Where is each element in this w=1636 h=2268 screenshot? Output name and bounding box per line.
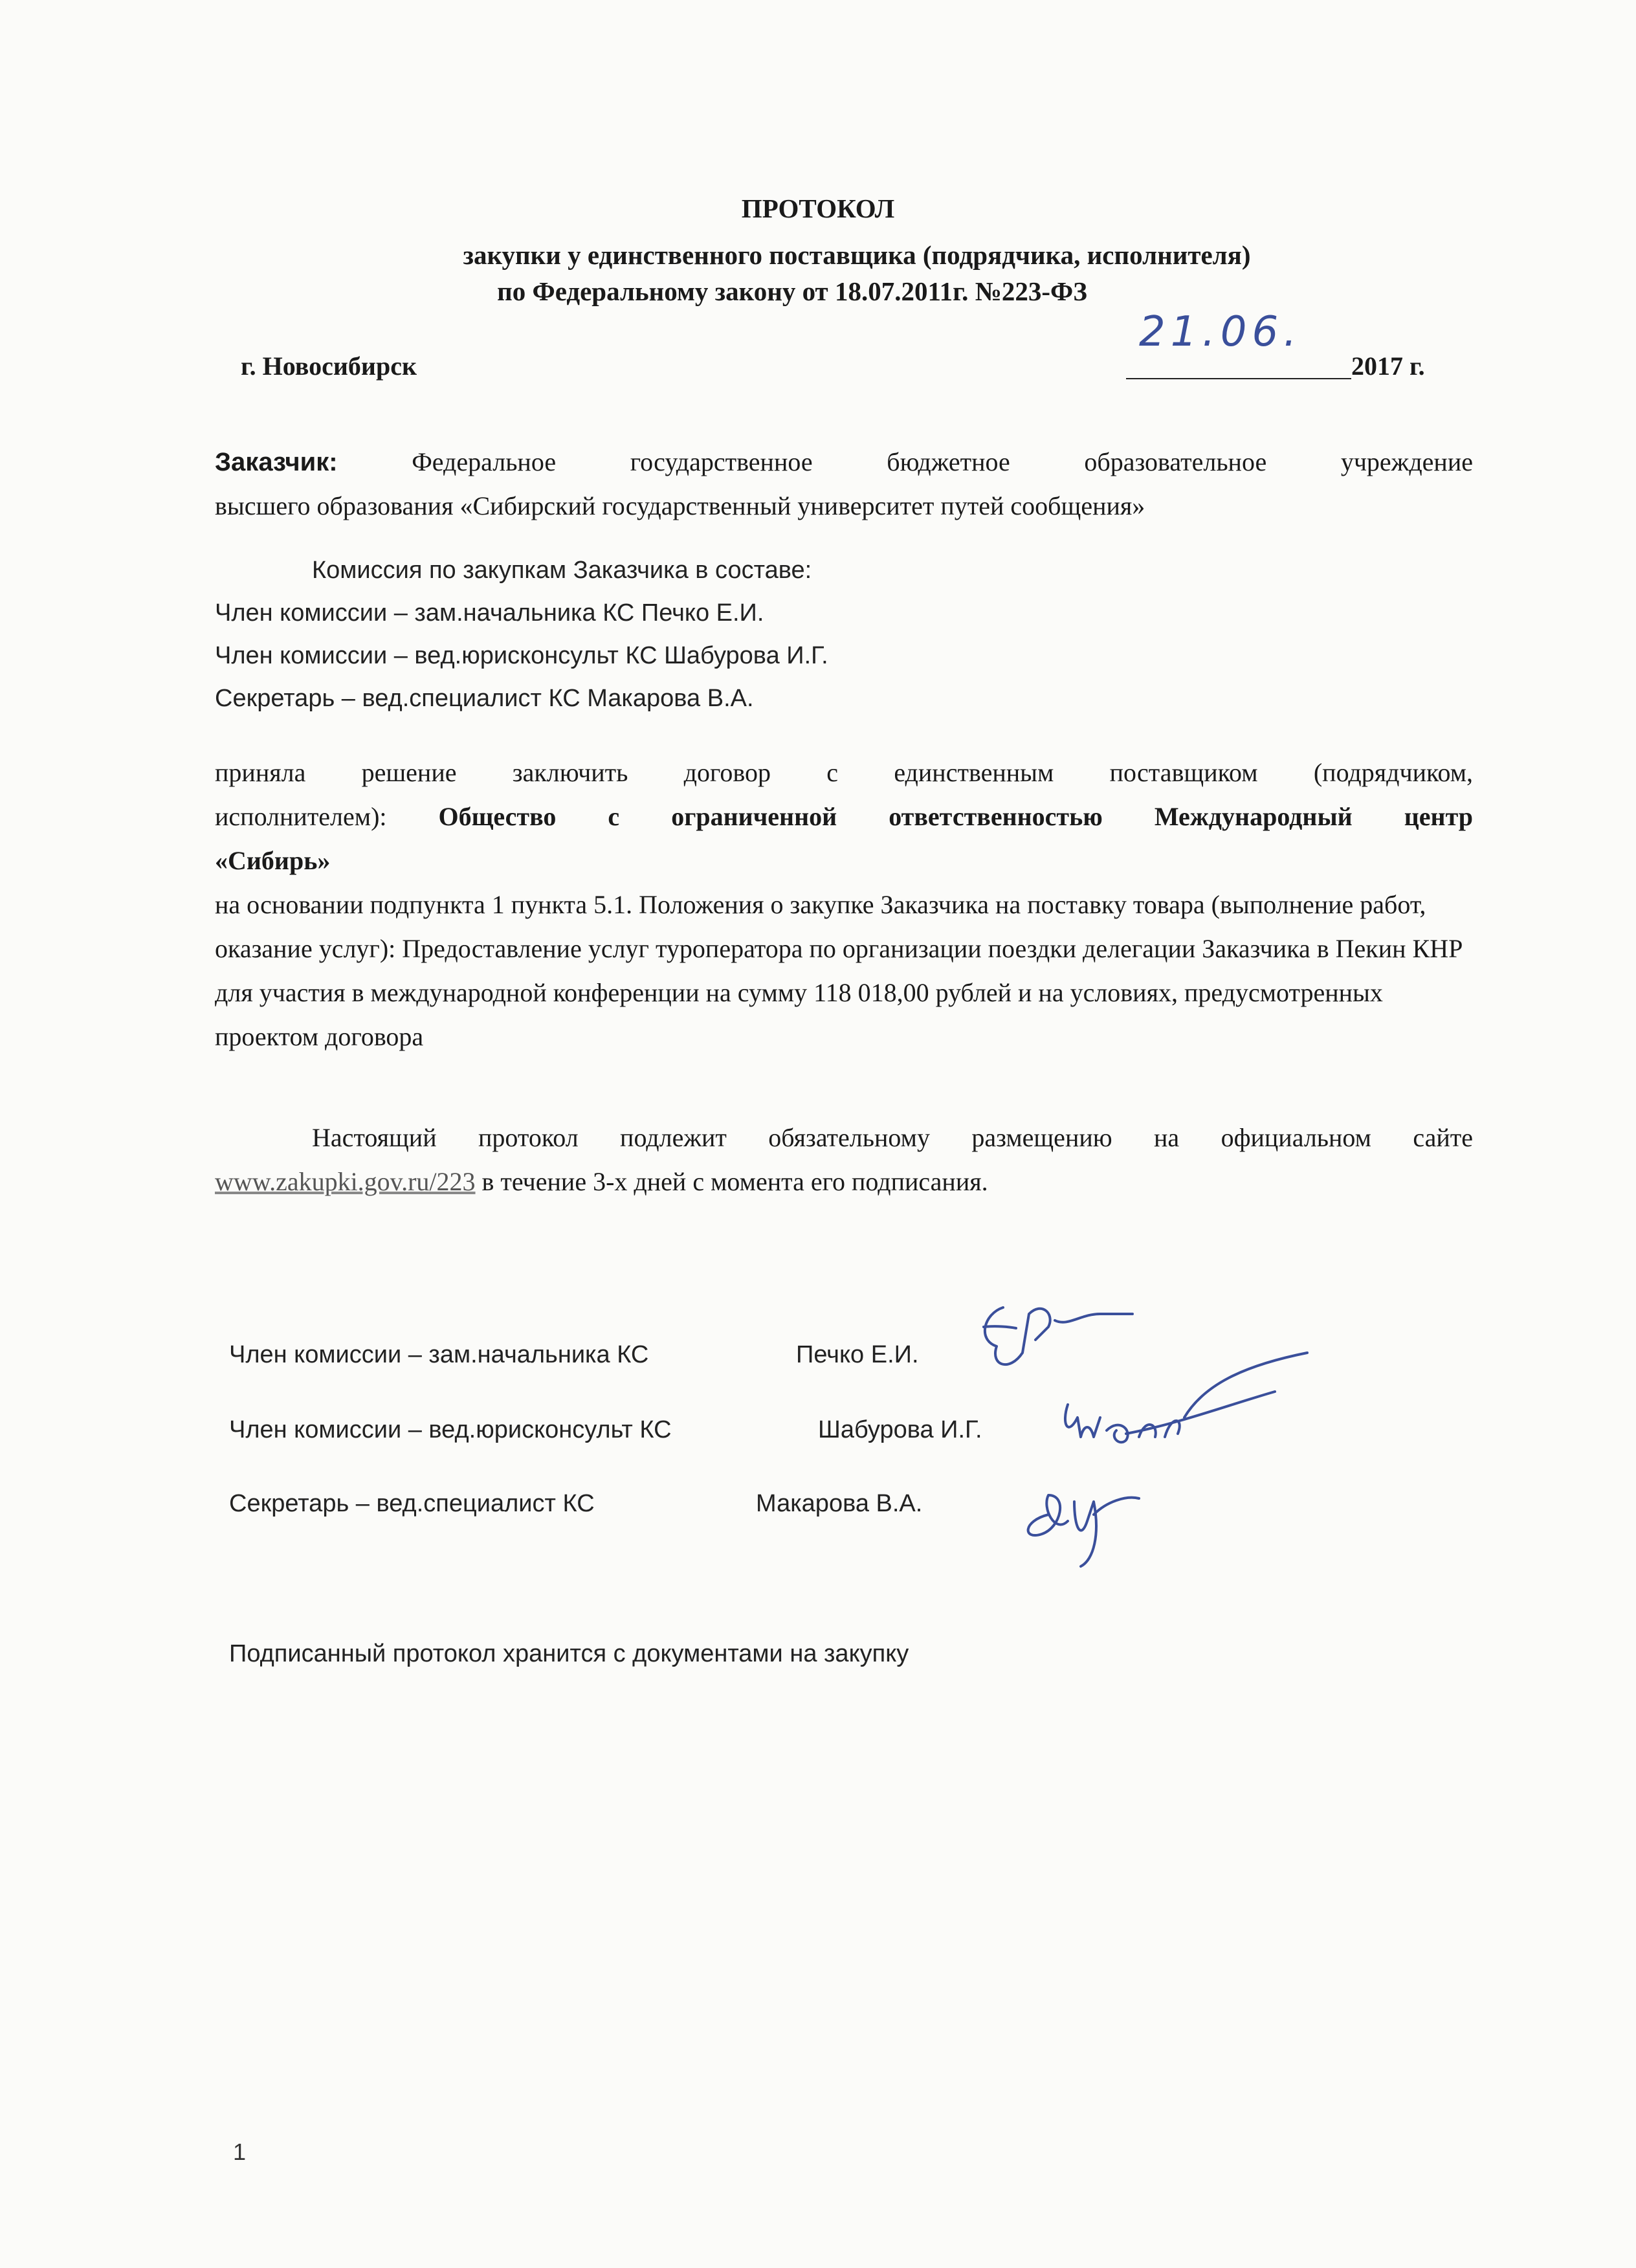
decision-line2 [215, 795, 1473, 839]
notice-line2 [215, 1160, 1473, 1204]
date-underline [1126, 356, 1351, 379]
zakupki-link[interactable]: www.zakupki.gov.ru/223 [215, 1167, 476, 1196]
document-subtitle-line1: закупки у единственного поставщика (подрядчика, исполнителя) [463, 240, 1251, 270]
commission-member: Секретарь – вед.специалист КС Макарова В.А. [215, 685, 754, 712]
year-label: 2017 г. [1351, 351, 1425, 381]
supplier-name-end: «Сибирь» [215, 846, 331, 875]
notice-line1: Настоящий протокол подлежит обязательному размещению на официальном сайте [312, 1123, 1473, 1152]
commission-member: Член комиссии – вед.юрисконсульт КС Шабурова И.Г. [215, 642, 828, 669]
commission-intro: Комиссия по закупкам Заказчика в составе: [312, 557, 812, 584]
customer-text-line2: высшего образования «Сибирский государственный университет путей сообщения» [215, 491, 1145, 520]
basis-paragraph: на основании подпункта 1 пункта 5.1. Положения о закупке Заказчика на поставку товара (выполнение работ, оказание услуг): Предоставление услуг туроператора по организации поездки делегации Заказчика в Пекин КНР для участия в международной конференции на сумму 118 018,00 рублей и на условиях, предусмотренных проектом договора [215, 890, 1463, 1051]
signature-shaburova [1065, 1353, 1307, 1442]
supplier-name: Общество с ограниченной ответственностью Международный центр [438, 802, 1473, 831]
signature-role-2: Член комиссии – вед.юрисконсульт КС [229, 1416, 672, 1443]
signature-name-1: Печко Е.И. [796, 1341, 919, 1368]
customer-label: Заказчик: [215, 448, 338, 476]
commission-block [215, 549, 828, 720]
handwritten-date: 21.06. [1139, 308, 1302, 356]
commission-member: Член комиссии – зам.начальника КС Печко Е.И. [215, 599, 764, 627]
signature-makarova [1028, 1495, 1139, 1566]
signature-role-1: Член комиссии – зам.начальника КС [229, 1341, 649, 1368]
decision-block [215, 751, 1473, 883]
city-label: г. Новосибирск [241, 351, 417, 381]
signature-role-3: Секретарь – вед.специалист КС [229, 1490, 595, 1517]
handwritten-signatures [971, 1275, 1333, 1579]
decision-line1: приняла решение заключить договор с единственным поставщиком (подрядчиком, [215, 758, 1473, 787]
decision-text: исполнителем): [215, 802, 387, 831]
notice-text-after: в течение 3-х дней с момента его подписания. [475, 1167, 988, 1196]
customer-text-line1: Федеральное государственное бюджетное образовательное учреждение [412, 447, 1473, 476]
signature-name-2: Шабурова И.Г. [818, 1416, 982, 1443]
document-title: ПРОТОКОЛ [741, 194, 895, 223]
document-subtitle-line2: по Федеральному закону от 18.07.2011г. №223-ФЗ [497, 276, 1087, 306]
page-number: 1 [233, 2139, 247, 2165]
customer-block [215, 440, 1473, 528]
signature-name-3: Макарова В.А. [756, 1490, 923, 1517]
notice-block [215, 1116, 1473, 1204]
footer-note: Подписанный протокол хранится с документами на закупку [229, 1640, 909, 1667]
customer-line1 [215, 440, 1473, 484]
signature-pechko [984, 1307, 1133, 1364]
